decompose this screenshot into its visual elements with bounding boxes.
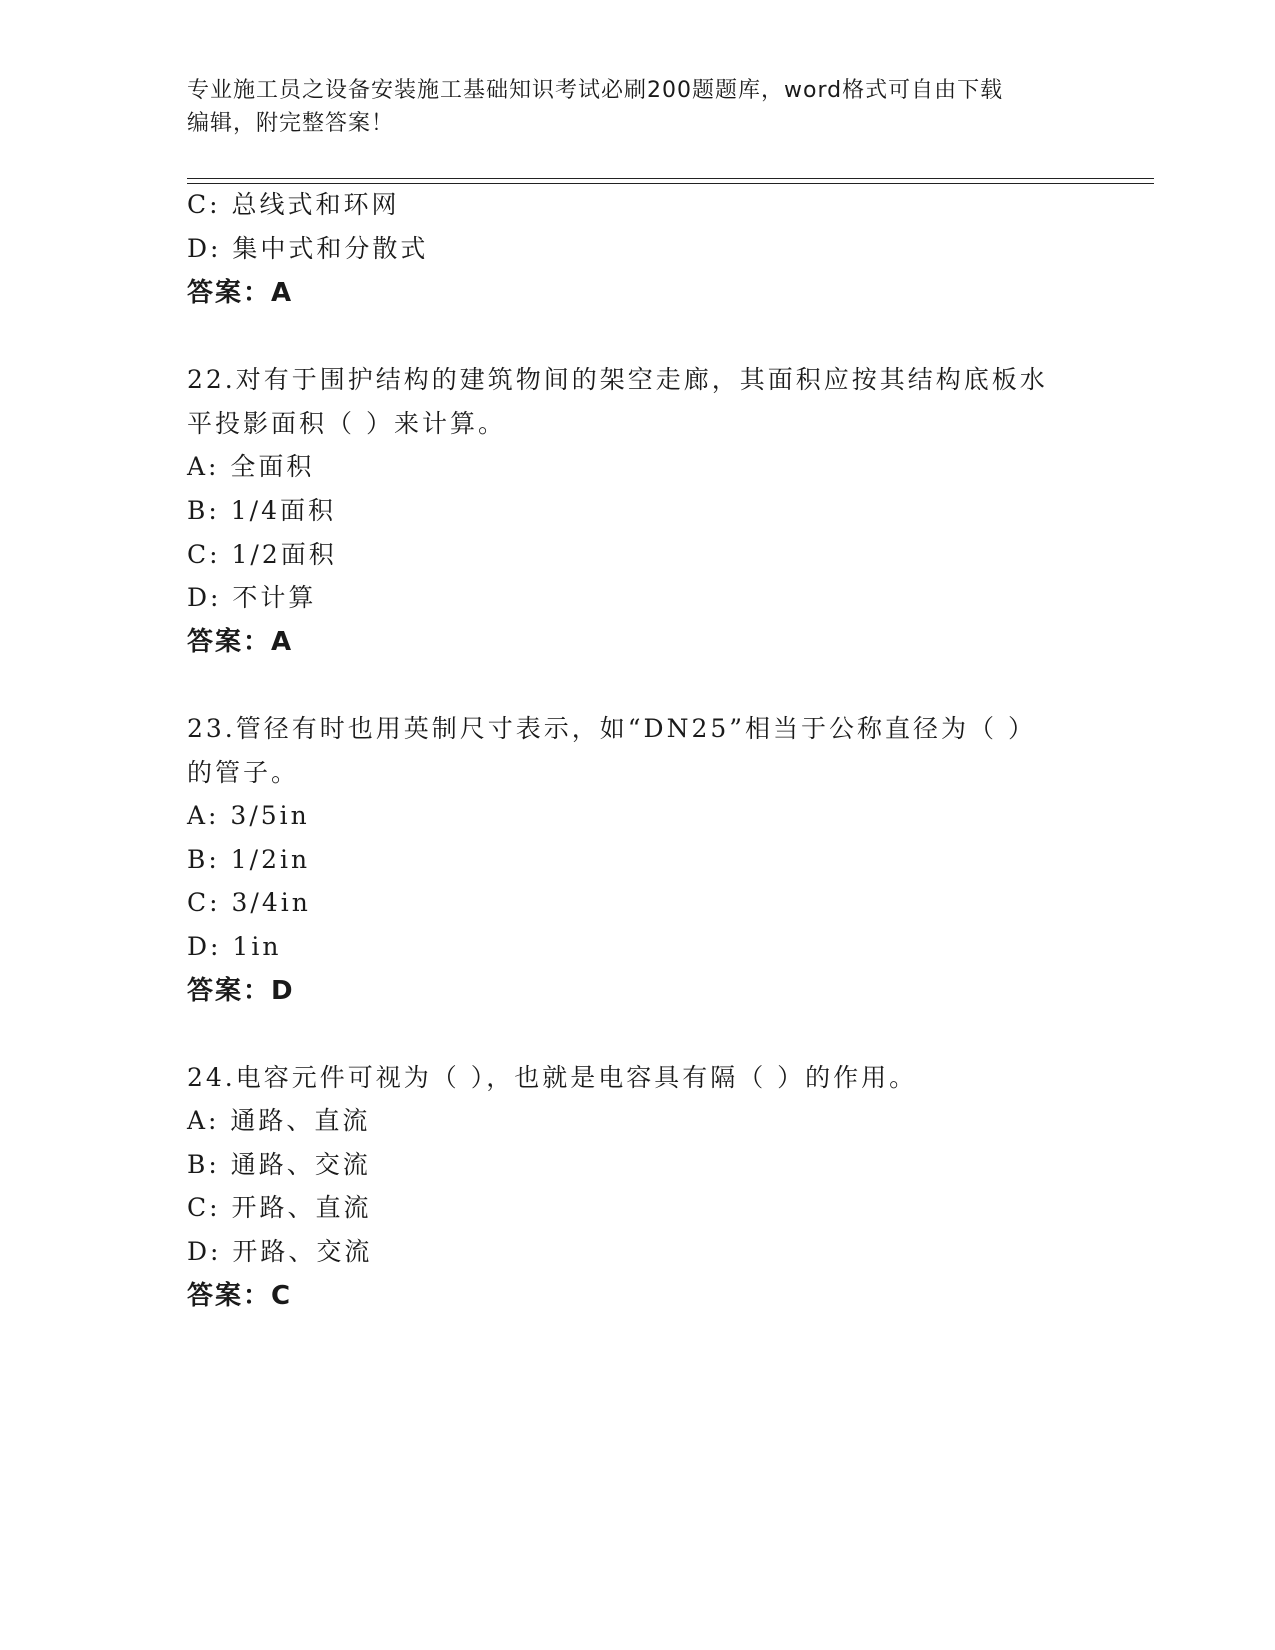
q24-option-b: B: 通路、交流 bbox=[187, 1150, 371, 1179]
q23-option-a: A: 3/5in bbox=[187, 801, 310, 830]
header-line-2: 编辑，附完整答案！ bbox=[187, 111, 395, 136]
q24-option-c: C: 开路、直流 bbox=[187, 1193, 372, 1222]
q22-option-a: A: 全面积 bbox=[187, 452, 315, 481]
q23-option-c: C: 3/4in bbox=[187, 888, 311, 917]
q23-answer: 答案：D bbox=[187, 976, 295, 1006]
q22-stem-line-1: 22.对有于围护结构的建筑物间的架空走廊，其面积应按其结构底板水 bbox=[187, 365, 1048, 394]
q23-option-d: D: 1in bbox=[187, 932, 282, 961]
header-line-1: 专业施工员之设备安装施工基础知识考试必刷200题题库，word格式可自由下载 bbox=[187, 78, 1004, 103]
header-divider-top bbox=[187, 178, 1154, 179]
q24-option-a: A: 通路、直流 bbox=[187, 1106, 371, 1135]
q23-stem-line-2: 的管子。 bbox=[187, 758, 300, 787]
prev-option-c: C: 总线式和环网 bbox=[187, 190, 400, 219]
document-header bbox=[187, 74, 1087, 140]
q22-option-c: C: 1/2面积 bbox=[187, 540, 337, 569]
q22-option-d: D: 不计算 bbox=[187, 583, 317, 612]
header-divider-bottom bbox=[187, 183, 1154, 184]
prev-option-d: D: 集中式和分散式 bbox=[187, 234, 429, 263]
q23-option-b: B: 1/2in bbox=[187, 845, 311, 874]
q24-stem-line-1: 24.电容元件可视为（ ），也就是电容具有隔（ ）的作用。 bbox=[187, 1063, 918, 1092]
q23-stem-line-1: 23.管径有时也用英制尺寸表示，如“DN25”相当于公称直径为（ ） bbox=[187, 714, 1036, 743]
q22-answer: 答案：A bbox=[187, 627, 294, 657]
q24-answer: 答案：C bbox=[187, 1281, 293, 1311]
q22-stem-line-2: 平投影面积（ ）来计算。 bbox=[187, 409, 506, 438]
q24-option-d: D: 开路、交流 bbox=[187, 1237, 373, 1266]
q22-option-b: B: 1/4面积 bbox=[187, 496, 336, 525]
prev-answer: 答案：A bbox=[187, 278, 294, 308]
